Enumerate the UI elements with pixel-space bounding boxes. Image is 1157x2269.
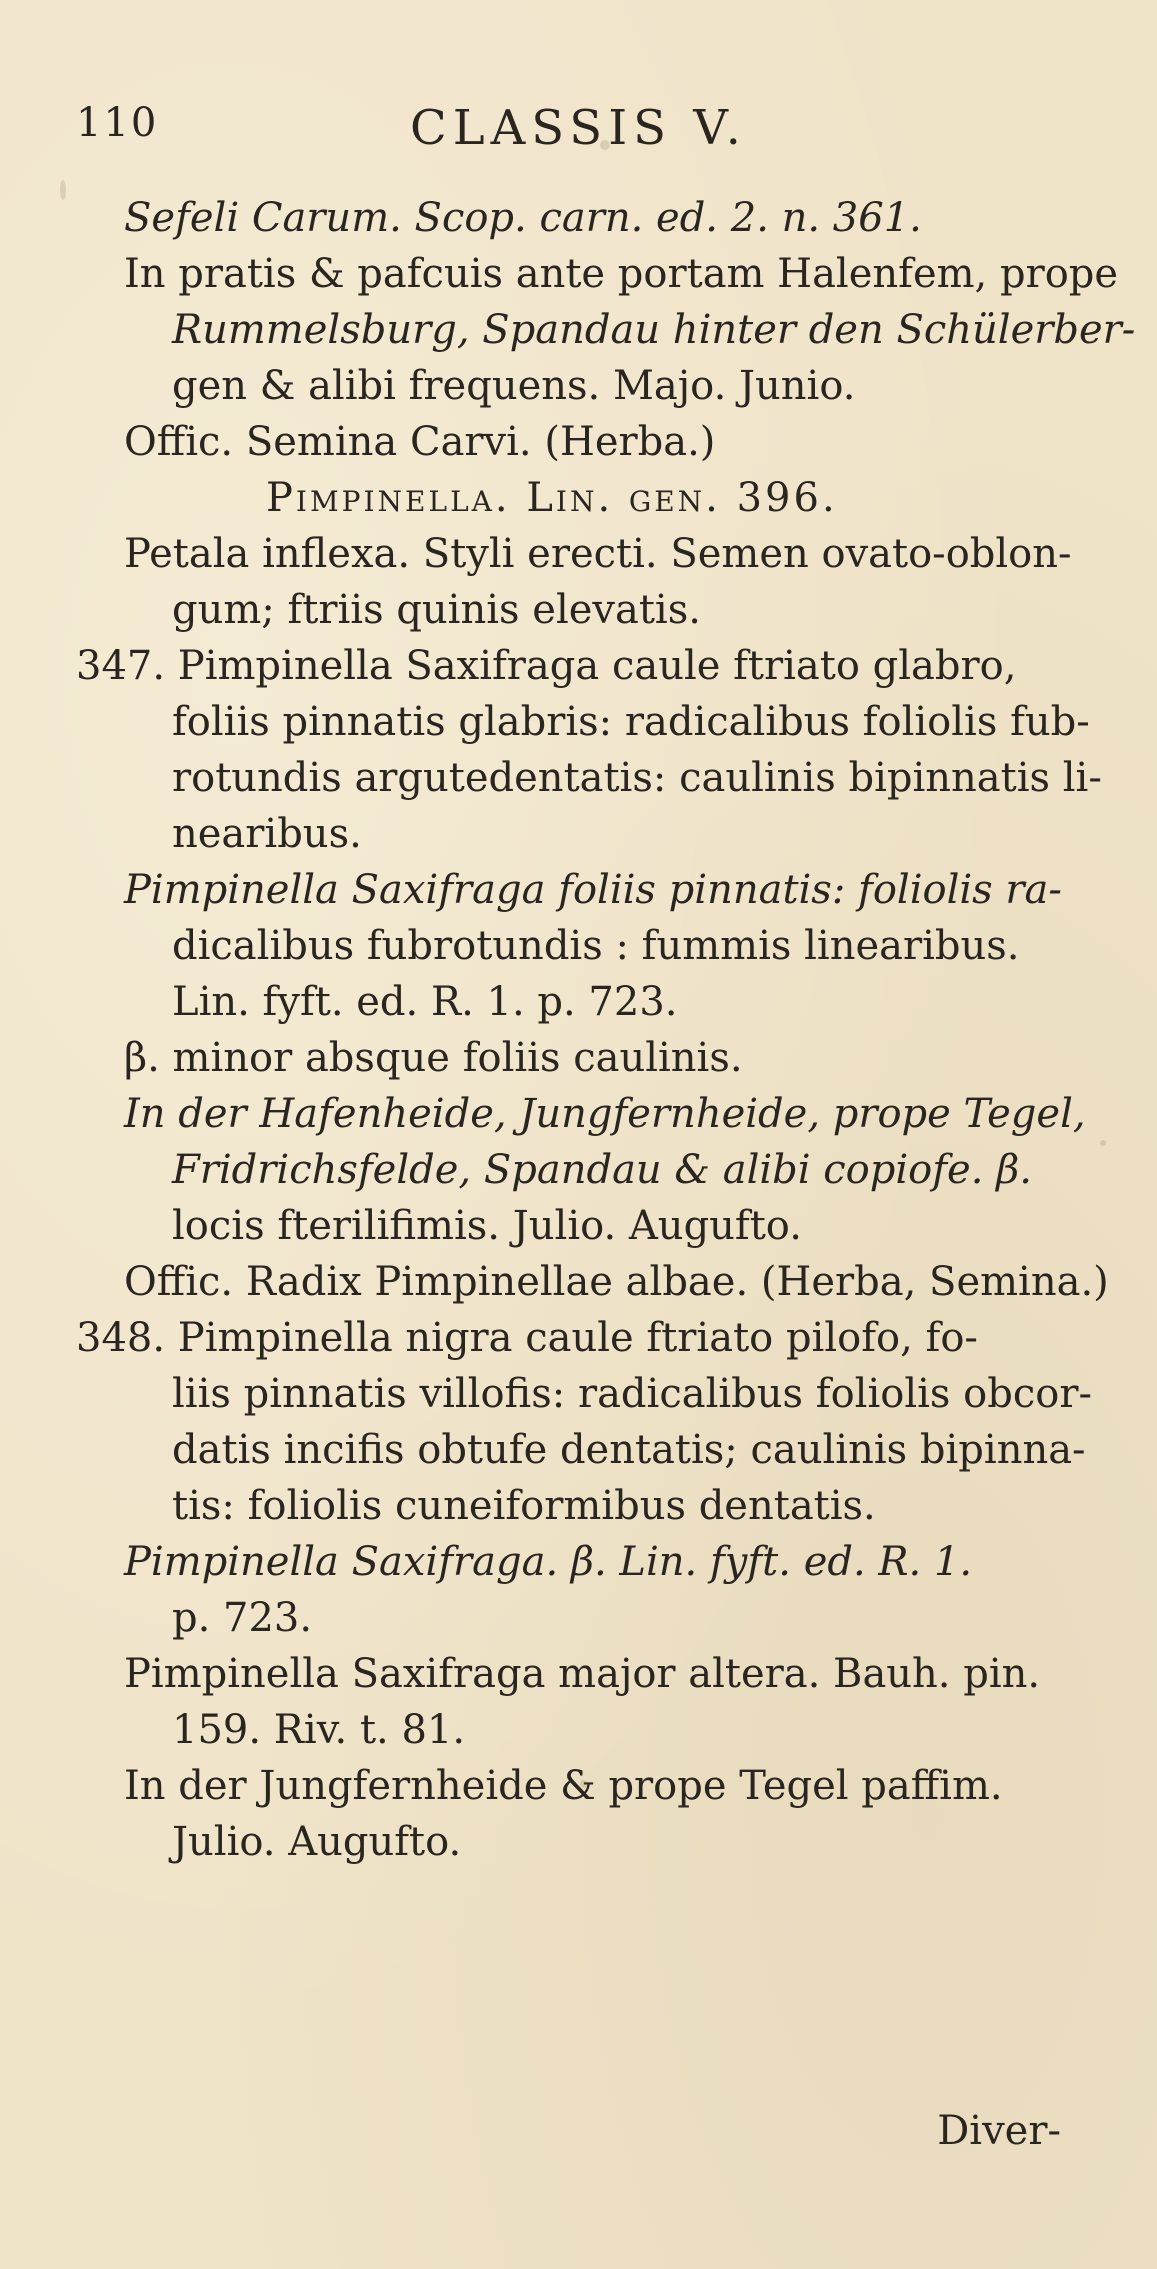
text-line: rotundis argutedentatis: caulinis bipinnatis li- bbox=[172, 755, 1102, 801]
text-line: datis incifis obtufe dentatis; caulinis bipinna- bbox=[172, 1427, 1086, 1473]
text-line: In der Jungfernheide & prope Tegel paffim. bbox=[124, 1763, 1003, 1809]
running-head: CLASSIS V. bbox=[410, 100, 747, 156]
catchword: Diver- bbox=[937, 2108, 1061, 2154]
genus-heading: Pimpinella. Lin. gen. 396. bbox=[266, 475, 838, 521]
text-line: dicalibus fubrotundis : fummis linearibus. bbox=[172, 923, 1020, 969]
text-line: Pimpinella Saxifraga. β. Lin. fyft. ed. R. 1. bbox=[124, 1539, 973, 1585]
species-entry-348: 348. Pimpinella nigra caule ftriato pilofo, fo- bbox=[76, 1315, 978, 1361]
text-line: nearibus. bbox=[172, 811, 362, 857]
text-line: Pimpinella Saxifraga foliis pinnatis: foliolis ra- bbox=[124, 867, 1062, 913]
text-line: Julio. Augufto. bbox=[172, 1819, 462, 1865]
text-line: In der Hafenheide, Jungfernheide, prope Tegel, bbox=[124, 1091, 1086, 1137]
text-line: Fridrichsfelde, Spandau & alibi copiofe. β. bbox=[172, 1147, 1032, 1193]
text-line: β. minor absque foliis caulinis. bbox=[124, 1035, 743, 1081]
text-line: gum; ftriis quinis elevatis. bbox=[172, 587, 701, 633]
species-entry-347: 347. Pimpinella Saxifraga caule ftriato glabro, bbox=[76, 643, 1017, 689]
text-line: Lin. fyft. ed. R. 1. p. 723. bbox=[172, 979, 678, 1025]
paper-spot bbox=[600, 140, 610, 150]
text-line: Offic. Radix Pimpinellae albae. (Herba, Semina.) bbox=[124, 1259, 1109, 1305]
text-line: In pratis & pafcuis ante portam Halenfem, prope bbox=[124, 251, 1119, 297]
text-line: foliis pinnatis glabris: radicalibus foliolis fub- bbox=[172, 699, 1090, 745]
text-line: Offic. Semina Carvi. (Herba.) bbox=[124, 419, 716, 465]
text-line: gen & alibi frequens. Majo. Junio. bbox=[172, 363, 856, 409]
page-number: 110 bbox=[76, 100, 159, 146]
text-line: liis pinnatis villofis: radicalibus foliolis obcor- bbox=[172, 1371, 1092, 1417]
paper-spot bbox=[60, 180, 66, 200]
text-line: tis: foliolis cuneiformibus dentatis. bbox=[172, 1483, 876, 1529]
text-line: Petala inflexa. Styli erecti. Semen ovato-oblon- bbox=[124, 531, 1072, 577]
paper-spot bbox=[580, 1780, 588, 1788]
page-header bbox=[76, 100, 1076, 160]
text-line: p. 723. bbox=[172, 1595, 313, 1641]
text-line: locis fterilifimis. Julio. Augufto. bbox=[172, 1203, 802, 1249]
text-line: Sefeli Carum. Scop. carn. ed. 2. n. 361. bbox=[124, 195, 922, 241]
text-line: Rummelsburg, Spandau hinter den Schülerber- bbox=[172, 307, 1136, 353]
paper-spot bbox=[1100, 1140, 1106, 1146]
text-line: Pimpinella Saxifraga major altera. Bauh. pin. bbox=[124, 1651, 1041, 1697]
text-line: 159. Riv. t. 81. bbox=[172, 1707, 466, 1753]
